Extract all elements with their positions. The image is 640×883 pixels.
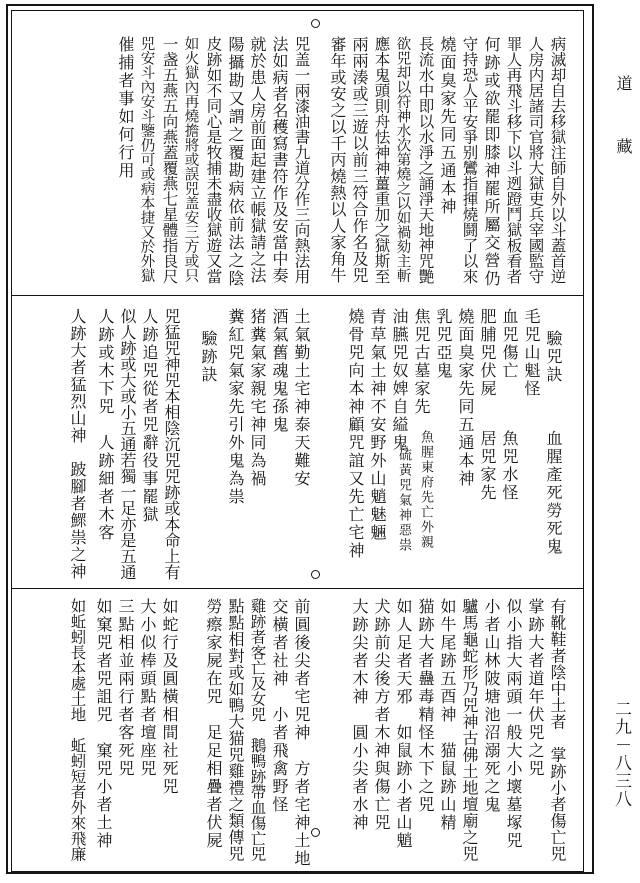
- band1-column: 兕安斗內安斗鑒仍可或病本捷又於外獄: [138, 36, 155, 283]
- band3-column: 大小似棒頭點者壇座兕: [138, 598, 157, 778]
- margin-collection: 藏: [614, 138, 633, 160]
- band1-column: 兕盖一兩漆油書九道分作三向熱法用: [292, 36, 311, 284]
- band1-column: 病滅却自去移獄注師自外以斗蓋首逆: [548, 36, 567, 284]
- band2-column: 酒氣舊魂鬼孫鬼: [270, 308, 289, 434]
- binding-circle-top: [311, 19, 320, 28]
- band3-column: 如蛇行及圓橫相間社死兕: [160, 598, 179, 796]
- band3-column: 交橫者社神 小者飛禽野怪: [270, 598, 289, 814]
- band2-left-column: 人跡或木下兕 人跡細者木客: [96, 308, 115, 542]
- band2-column: 血兕傷亡: [500, 308, 519, 380]
- band2-column: 燒面臭家先同五通本神: [456, 308, 475, 488]
- band3-column: 雞跡者客亡及女兕 鵝鴨跡帶血傷亡兕: [248, 598, 267, 862]
- band3-column: 猫跡大者蠱毒精怪木下之兕: [416, 598, 435, 814]
- band3-column: 掌跡大者道年伏兕之兕: [526, 598, 545, 778]
- band1-column: 燒面臭家先同五通本神: [438, 36, 457, 216]
- binding-circle-bottom: [311, 828, 320, 837]
- band3-column: 前圓後尖者宅兕神 方者宅神土地: [292, 598, 311, 868]
- band2-column: 乳兕亞鬼: [434, 308, 453, 380]
- band1-column: 兩兩湊或三遊以前三符合作名及兕: [350, 36, 369, 284]
- band1-column: 欲兕却以符神水次第燒之以如禍劾主斬: [394, 36, 411, 283]
- band2-column: 猪糞氣家親宅神同為禍: [248, 308, 267, 488]
- band2-column: 焦兕古墓家先: [412, 308, 431, 416]
- band3-column: 如蚯蚓長本處土地 蚯蚓短者外來飛廉: [68, 598, 87, 862]
- band2-left-column: 兕猛兕神兕本相陰沉兕兕跡或本命上有: [162, 308, 181, 580]
- band1-column: 就於患人房前面起建立帳獄請之法: [248, 36, 267, 284]
- band2-column: 土氣勤土宅神泰天難安: [292, 308, 311, 488]
- binding-circle-middle: [311, 570, 320, 579]
- margin-page-number: 二九－八三八: [611, 700, 631, 808]
- band2-left-column: 似人跡或大或小五通若獨一足亦是五通: [118, 308, 137, 580]
- band1-column: 應本鬼頭則舟怯神神薑重加之獄斯至: [372, 36, 391, 284]
- band2-left-header: 驗跡訣: [199, 330, 218, 384]
- band1-column: 罪人再飛斗移下以斗迾蹬鬥獄板看者: [504, 36, 523, 284]
- band2-column: 糞紅兕氣家先引外鬼為祟: [226, 308, 245, 506]
- band2-lower-column: 硫黃兕氣神惡祟: [396, 448, 411, 553]
- band3-column: 小者山林陂塘池沼溺死之鬼: [482, 598, 501, 814]
- band3-column: 大跡尖者木神 圓小尖者水神: [350, 598, 369, 832]
- band3-column: 如窠兕者兕詛兕 窠兕小者土神: [94, 598, 113, 850]
- band3-column: 點點相對或如鴨大猫兕雞禮之類傳兕: [226, 598, 245, 862]
- band1-column: 一盏五燕五向燕蓋覆燕七星體指良尺: [160, 36, 179, 284]
- band3-column: 似小指大兩頭一般大小壞墓塚兕: [504, 598, 523, 850]
- band3-column: 犬跡前尖後方者木神與傷亡兕: [372, 598, 391, 832]
- band2-column: 青草氣土神不安野外山魈魅魎: [368, 308, 387, 542]
- band2-lower-column: 血腥產死勞死鬼: [544, 430, 563, 556]
- band1-column: 人房内居諸司官將大獄吏兵宰國監守: [526, 36, 545, 284]
- band1-column: 陽攝勘又謂之覆勘病依前法之陰: [226, 36, 245, 288]
- band1-column: 催捕者事如何行用: [116, 36, 135, 180]
- band1-column: 法如病者名穫寫書符作及安當中奏: [270, 36, 289, 284]
- band2-column: 肥脯兕伏屍: [478, 308, 497, 398]
- band2-column: 燒骨兕向本神顧咒誼又先亡宅神: [346, 308, 365, 560]
- band2-column: 油臙兕奴婢自縊鬼: [390, 308, 409, 452]
- band1-column: 何跡或欲罷即膝神罷所屬交營仍: [482, 36, 501, 288]
- band2-column: 毛兕山魁怪: [522, 308, 541, 398]
- band2-lower-column: 魚腥東府先亡外親: [418, 430, 433, 550]
- band3-column: 如人足者天邪 如鼠跡小者山魈: [394, 598, 413, 850]
- band1-column: 長流水中即以水淨之誦淨天地神咒艷: [416, 36, 435, 284]
- band1-column: 審年或安之以千丙燒熱以人家角牛: [328, 36, 347, 284]
- band1-column: 守持恐人平安爭别鸞指揮燒鬪了以來: [460, 36, 479, 284]
- band2-left-column: 人跡大者猛烈山神 跛腳者鰥祟之神: [68, 308, 87, 580]
- band-divider-upper: [11, 295, 584, 296]
- band2-lower-column: 魚兕水怪: [500, 430, 519, 502]
- band1-column: 如火獄內再燒擔將或誤兕盖安三方或只: [182, 36, 199, 283]
- band2-lower-column: 居兕家先: [478, 430, 497, 502]
- band3-column: 勞瘵家屍在兕 足足相疊者伏屍: [204, 598, 223, 850]
- band3-column: 如牛尾跡五酉神 猫鼠跡山精: [438, 598, 457, 832]
- band3-column: 三點相並兩行者客死兕: [116, 598, 135, 778]
- band2-header: 驗兕訣: [544, 330, 563, 384]
- band3-column: 驢馬龜蛇形乃兕神古佛土地壇廟之兕: [460, 598, 479, 862]
- band3-column: 有靴鞋者陰中土者 掌跡小者傷亡兕: [548, 598, 567, 862]
- band2-left-column: 人跡追兕從者兕辭役事罷獄: [140, 308, 159, 524]
- band1-column: 皮跡如不同心是牧捕未盡收獄遊又當: [204, 36, 223, 284]
- band-divider-lower: [11, 588, 584, 589]
- margin-book-title: 道: [614, 75, 633, 97]
